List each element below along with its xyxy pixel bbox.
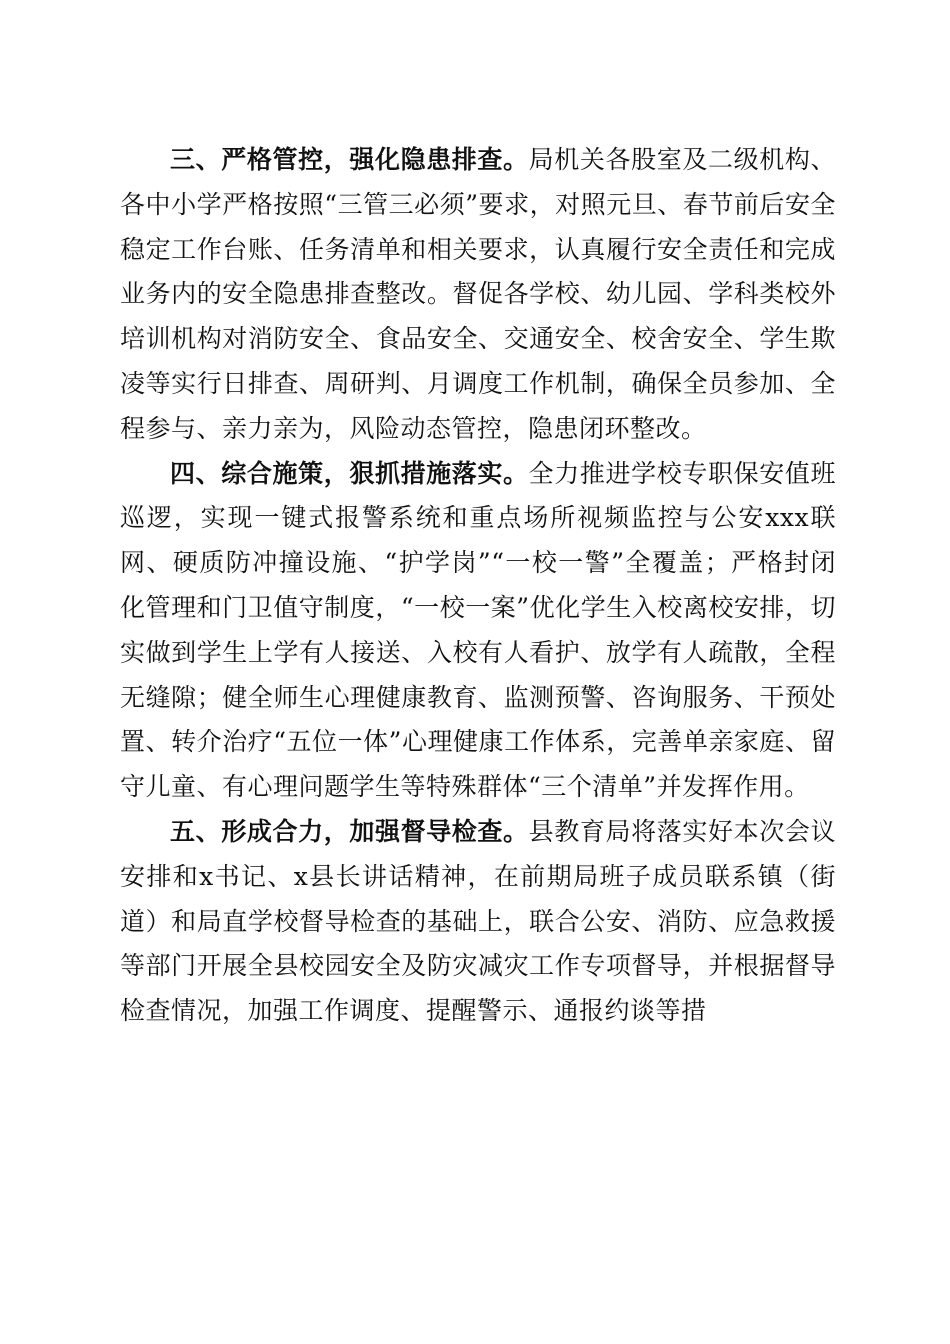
paragraph-heading: 五、形成合力，加强督导检查。 (170, 816, 529, 846)
paragraph-4 (120, 452, 836, 810)
paragraph-text: 全力推进学校专职保安值班巡逻，实现一键式报警系统和重点场所视频监控与公安xxx联网、硬质防冲撞设施、“护学岗”“一校一警”全覆盖；严格封闭化管理和门卫值守制度，“一校一案”优化学生入校离校安排，切实做到学生上学有人接送、入校有人看护、放学有人疏散，全程无缝隙；健全师生心理健康教育、监测预警、咨询服务、干预处置、转介治疗“五位一体”心理健康工作体系，完善单亲家庭、留守儿童、有心理问题学生等特殊群体“三个清单”并发挥作用。 (120, 458, 836, 802)
paragraph-3 (120, 138, 836, 452)
document-body (120, 138, 836, 1034)
paragraph-heading: 三、严格管控，强化隐患排查。 (170, 145, 529, 174)
paragraph-text: 局机关各股室及二级机构、各中小学严格按照“三管三必须”要求，对照元旦、春节前后安全稳定工作台账、任务清单和相关要求，认真履行安全责任和完成业务内的安全隐患排查整改。督促各学校、幼儿园、学科类校外培训机构对消防安全、食品安全、交通安全、校舍安全、学生欺凌等实行日排查、周研判、月调度工作机制，确保全员参加、全程参与、亲力亲为，风险动态管控，隐患闭环整改。 (120, 145, 836, 443)
paragraph-text: 县教育局将落实好本次会议安排和x书记、x县长讲话精神，在前期局班子成员联系镇（街道）和局直学校督导检查的基础上，联合公安、消防、应急救援等部门开展全县校园安全及防灾减灾工作专项督导，并根据督导检查情况，加强工作调度、提醒警示、通报约谈等措 (120, 816, 836, 1026)
paragraph-heading: 四、综合施策，狠抓措施落实。 (170, 458, 529, 488)
paragraph-5 (120, 810, 836, 1034)
